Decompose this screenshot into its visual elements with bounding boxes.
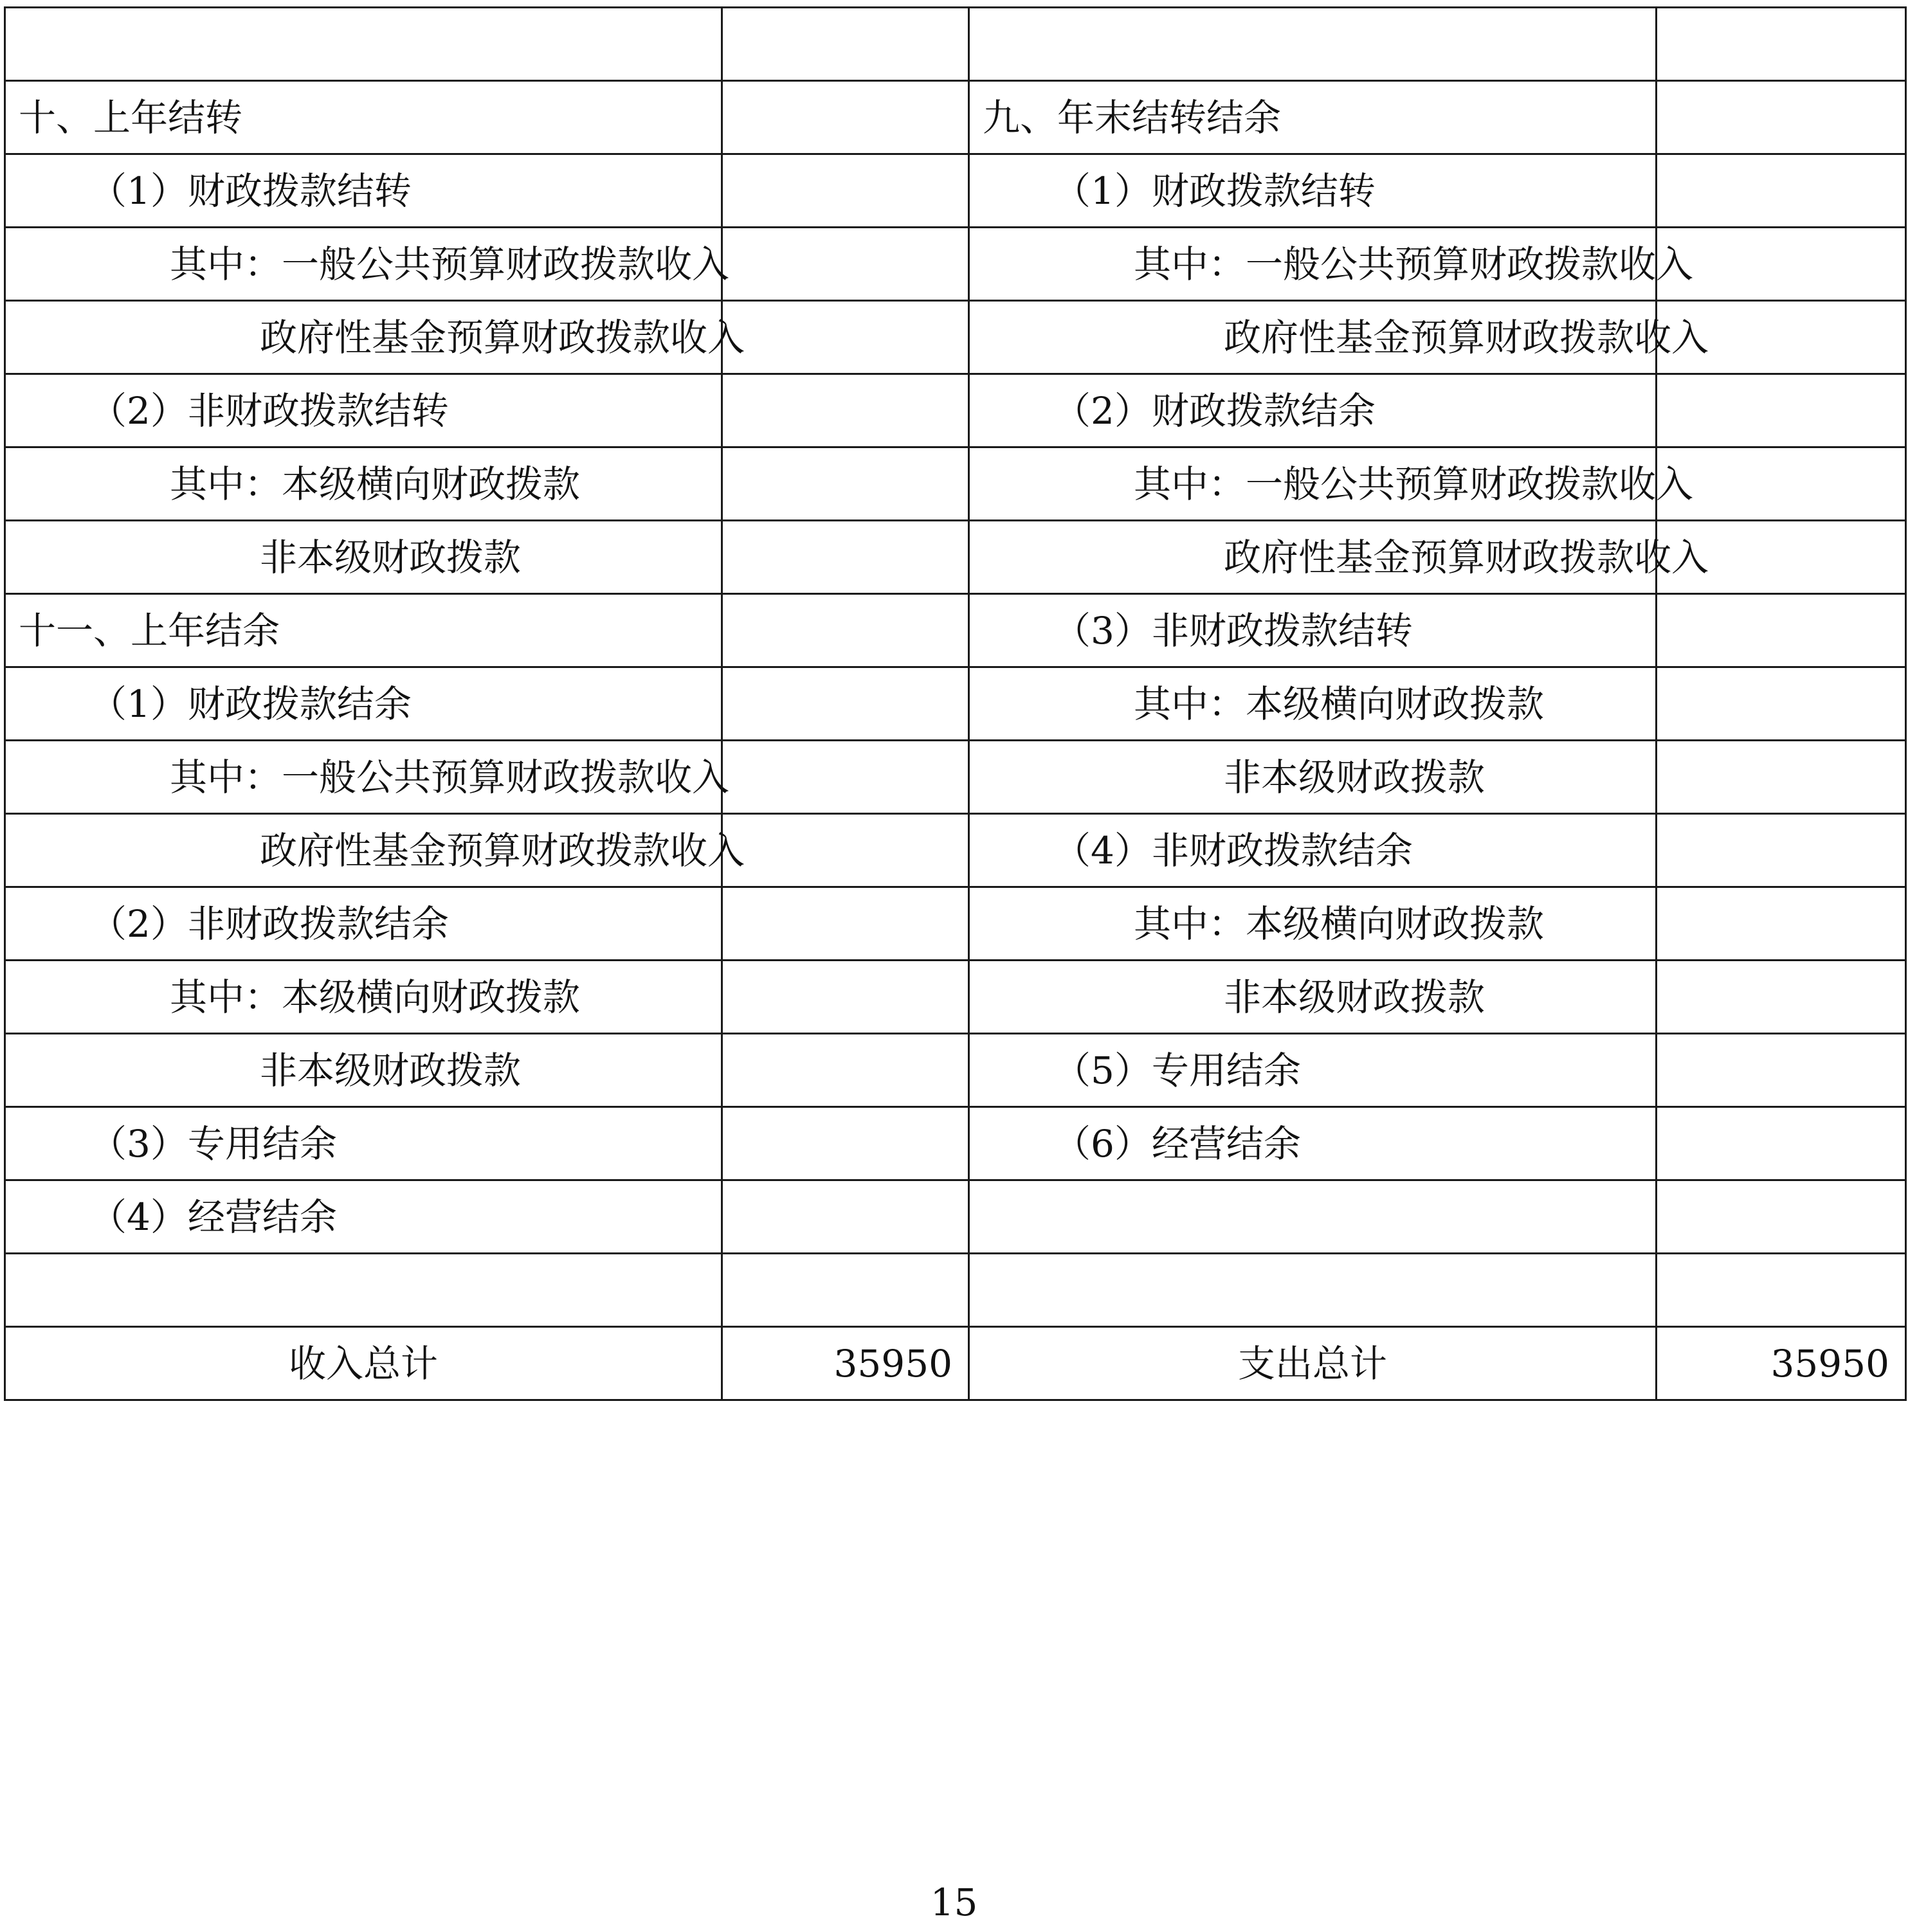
table-row	[5, 301, 1906, 374]
expense-item-label	[969, 1254, 1657, 1327]
income-item-label: 非本级财政拨款	[5, 1034, 722, 1107]
income-item-value	[722, 667, 969, 741]
table-row	[5, 1034, 1906, 1107]
expense-item-label: 其中：一般公共预算财政拨款收入	[969, 447, 1657, 521]
income-item-label: （2）非财政拨款结余	[5, 887, 722, 961]
income-item-label: （2）非财政拨款结转	[5, 374, 722, 447]
income-item-label: 十一、上年结余	[5, 594, 722, 667]
income-item-value	[722, 8, 969, 81]
expense-item-label	[969, 1180, 1657, 1254]
expense-item-label: 其中：本级横向财政拨款	[969, 887, 1657, 961]
expense-item-value	[1657, 374, 1906, 447]
expense-item-label: 非本级财政拨款	[969, 741, 1657, 814]
income-item-value	[722, 1180, 969, 1254]
expense-item-label: （3）非财政拨款结转	[969, 594, 1657, 667]
table-row	[5, 814, 1906, 887]
expense-item-value	[1657, 1034, 1906, 1107]
income-item-value	[722, 1034, 969, 1107]
income-item-label: （1）财政拨款结转	[5, 154, 722, 228]
expense-total-value: 35950	[1657, 1327, 1906, 1400]
budget-table	[4, 6, 1907, 1401]
expense-item-value	[1657, 961, 1906, 1034]
expense-item-value	[1657, 447, 1906, 521]
table-row	[5, 521, 1906, 594]
income-item-label: 其中：本级横向财政拨款	[5, 961, 722, 1034]
income-total-label: 收入总计	[5, 1327, 722, 1400]
income-item-value	[722, 594, 969, 667]
table-row	[5, 961, 1906, 1034]
table-row	[5, 374, 1906, 447]
expense-item-value	[1657, 887, 1906, 961]
income-item-value	[722, 1107, 969, 1180]
table-row	[5, 1180, 1906, 1254]
income-item-value	[722, 887, 969, 961]
expense-total-label: 支出总计	[969, 1327, 1657, 1400]
expense-item-value	[1657, 741, 1906, 814]
income-item-label	[5, 8, 722, 81]
expense-item-label: （1）财政拨款结转	[969, 154, 1657, 228]
income-item-label: 非本级财政拨款	[5, 521, 722, 594]
income-item-label: 其中：一般公共预算财政拨款收入	[5, 228, 722, 301]
table-row	[5, 8, 1906, 81]
expense-item-value	[1657, 667, 1906, 741]
table-row	[5, 154, 1906, 228]
expense-item-value	[1657, 594, 1906, 667]
expense-item-label: 其中：一般公共预算财政拨款收入	[969, 228, 1657, 301]
income-item-label: （1）财政拨款结余	[5, 667, 722, 741]
income-item-value	[722, 521, 969, 594]
expense-item-label: 九、年末结转结余	[969, 81, 1657, 154]
table-row	[5, 887, 1906, 961]
expense-item-label: 政府性基金预算财政拨款收入	[969, 301, 1657, 374]
expense-item-label: （5）专用结余	[969, 1034, 1657, 1107]
expense-item-value	[1657, 154, 1906, 228]
expense-item-label: （4）非财政拨款结余	[969, 814, 1657, 887]
table-row	[5, 667, 1906, 741]
income-item-value	[722, 814, 969, 887]
income-total-value: 35950	[722, 1327, 969, 1400]
table-row	[5, 228, 1906, 301]
expense-item-value	[1657, 814, 1906, 887]
expense-item-label: （2）财政拨款结余	[969, 374, 1657, 447]
expense-item-label: 非本级财政拨款	[969, 961, 1657, 1034]
income-item-value	[722, 228, 969, 301]
expense-item-label	[969, 8, 1657, 81]
table-row	[5, 447, 1906, 521]
income-item-label: （3）专用结余	[5, 1107, 722, 1180]
income-item-label: 其中：一般公共预算财政拨款收入	[5, 741, 722, 814]
table-row	[5, 1107, 1906, 1180]
table-row	[5, 741, 1906, 814]
income-item-label: （4）经营结余	[5, 1180, 722, 1254]
income-item-label	[5, 1254, 722, 1327]
income-item-label: 政府性基金预算财政拨款收入	[5, 301, 722, 374]
expense-item-value	[1657, 8, 1906, 81]
expense-item-value	[1657, 1107, 1906, 1180]
income-item-value	[722, 154, 969, 228]
expense-item-value	[1657, 81, 1906, 154]
income-item-value	[722, 741, 969, 814]
expense-item-label: 政府性基金预算财政拨款收入	[969, 521, 1657, 594]
income-item-label: 其中：本级横向财政拨款	[5, 447, 722, 521]
income-item-label: 政府性基金预算财政拨款收入	[5, 814, 722, 887]
income-item-value	[722, 374, 969, 447]
income-item-value	[722, 1254, 969, 1327]
page-number: 15	[930, 1881, 978, 1924]
table-row	[5, 594, 1906, 667]
expense-item-label: 其中：本级横向财政拨款	[969, 667, 1657, 741]
expense-item-value	[1657, 1254, 1906, 1327]
income-item-label: 十、上年结转	[5, 81, 722, 154]
income-item-value	[722, 81, 969, 154]
totals-row	[5, 1327, 1906, 1400]
income-item-value	[722, 447, 969, 521]
expense-item-value	[1657, 228, 1906, 301]
expense-item-value	[1657, 1180, 1906, 1254]
income-item-value	[722, 961, 969, 1034]
expense-item-label: （6）经营结余	[969, 1107, 1657, 1180]
table-row	[5, 1254, 1906, 1327]
income-item-value	[722, 301, 969, 374]
table-row	[5, 81, 1906, 154]
